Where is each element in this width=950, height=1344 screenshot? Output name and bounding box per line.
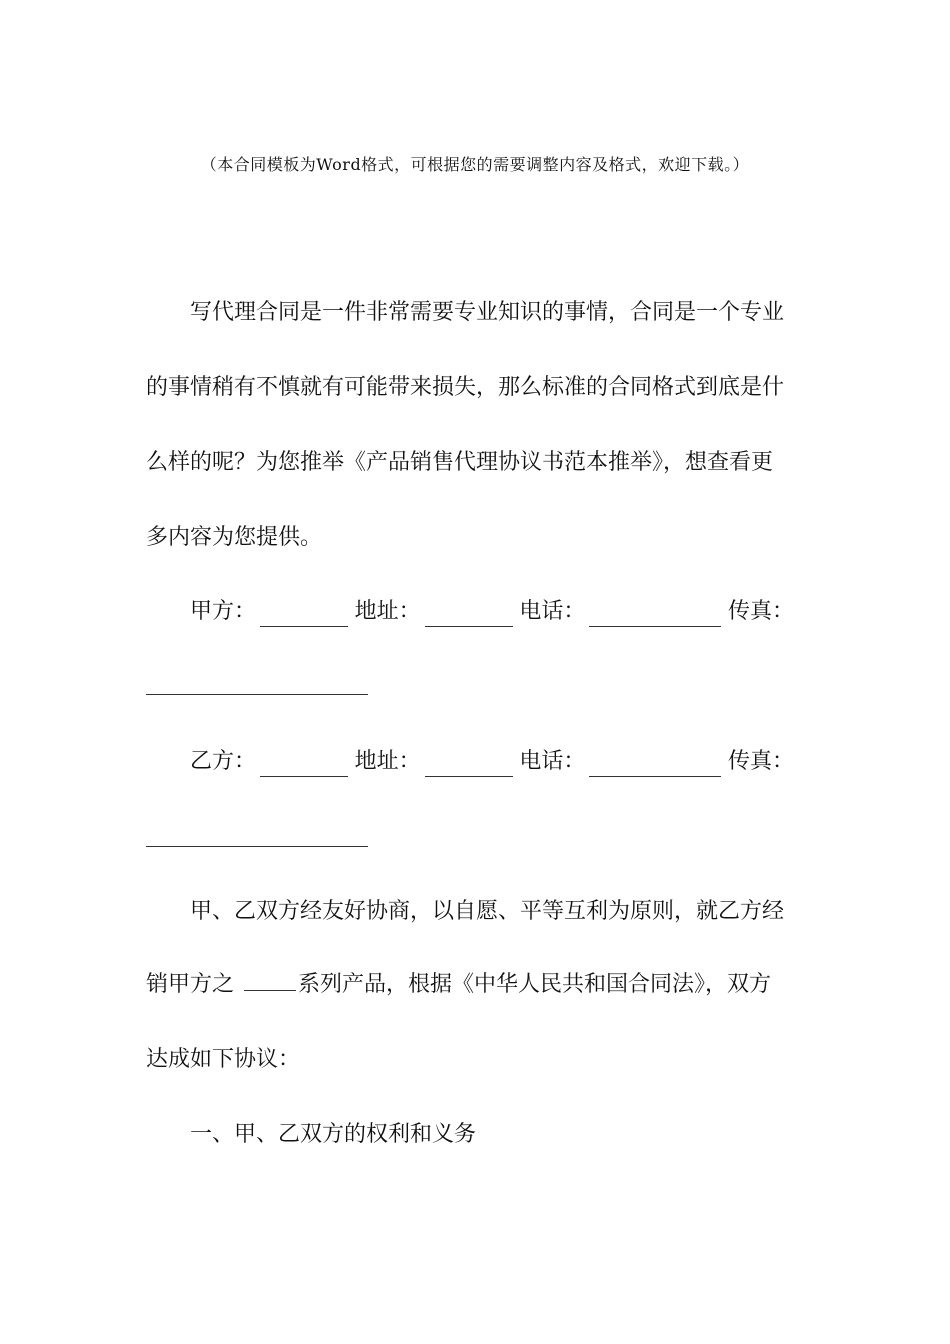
party-b-fax-label: 传真： <box>727 749 794 774</box>
agreement-line-2-prefix: 销甲方之 <box>146 972 235 997</box>
party-a-address-field <box>355 597 513 627</box>
party-b-fax-blank[interactable] <box>146 846 368 847</box>
party-a-fax-label: 传真： <box>727 599 794 624</box>
party-a-phone-blank[interactable] <box>589 606 721 627</box>
party-a-address-label: 地址： <box>354 599 421 624</box>
party-b-name-label: 乙方： <box>190 749 257 774</box>
party-b-name-blank[interactable] <box>260 756 348 777</box>
party-a-name-blank[interactable] <box>260 606 348 627</box>
agreement-line-2 <box>146 970 771 1000</box>
agreement-line-3: 达成如下协议： <box>146 1047 301 1072</box>
agreement-line-1: 甲、乙双方经友好协商，以自愿、平等互利为原则，就乙方经 <box>190 899 785 924</box>
party-a-name-field <box>190 597 348 627</box>
party-b-row <box>190 747 794 777</box>
party-b-phone-blank[interactable] <box>589 756 721 777</box>
product-series-blank[interactable] <box>244 970 296 991</box>
party-b-name-field <box>190 747 348 777</box>
party-b-address-field <box>355 747 513 777</box>
party-b-phone-field <box>519 747 721 777</box>
party-a-fax-blank[interactable] <box>146 694 368 695</box>
party-a-phone-field <box>519 597 721 627</box>
template-notice: （本合同模板为Word格式，可根据您的需要调整内容及格式，欢迎下载。） <box>200 155 750 174</box>
party-a-phone-label: 电话： <box>519 599 586 624</box>
party-a-row <box>190 597 794 627</box>
intro-line-1: 写代理合同是一件非常需要专业知识的事情，合同是一个专业 <box>190 300 785 325</box>
party-b-address-blank[interactable] <box>425 756 513 777</box>
agreement-line-2-suffix: 系列产品，根据《中华人民共和国合同法》，双方 <box>298 972 772 997</box>
party-a-name-label: 甲方： <box>190 599 257 624</box>
intro-line-3: 么样的呢？为您推举《产品销售代理协议书范本推举》，想查看更 <box>146 450 774 475</box>
intro-line-4: 多内容为您提供。 <box>146 525 323 550</box>
party-a-address-blank[interactable] <box>425 606 513 627</box>
party-b-address-label: 地址： <box>354 749 421 774</box>
intro-line-2: 的事情稍有不慎就有可能带来损失，那么标准的合同格式到底是什 <box>146 375 785 400</box>
section-1-title: 一、甲、乙双方的权利和义务 <box>190 1122 477 1147</box>
party-b-phone-label: 电话： <box>519 749 586 774</box>
